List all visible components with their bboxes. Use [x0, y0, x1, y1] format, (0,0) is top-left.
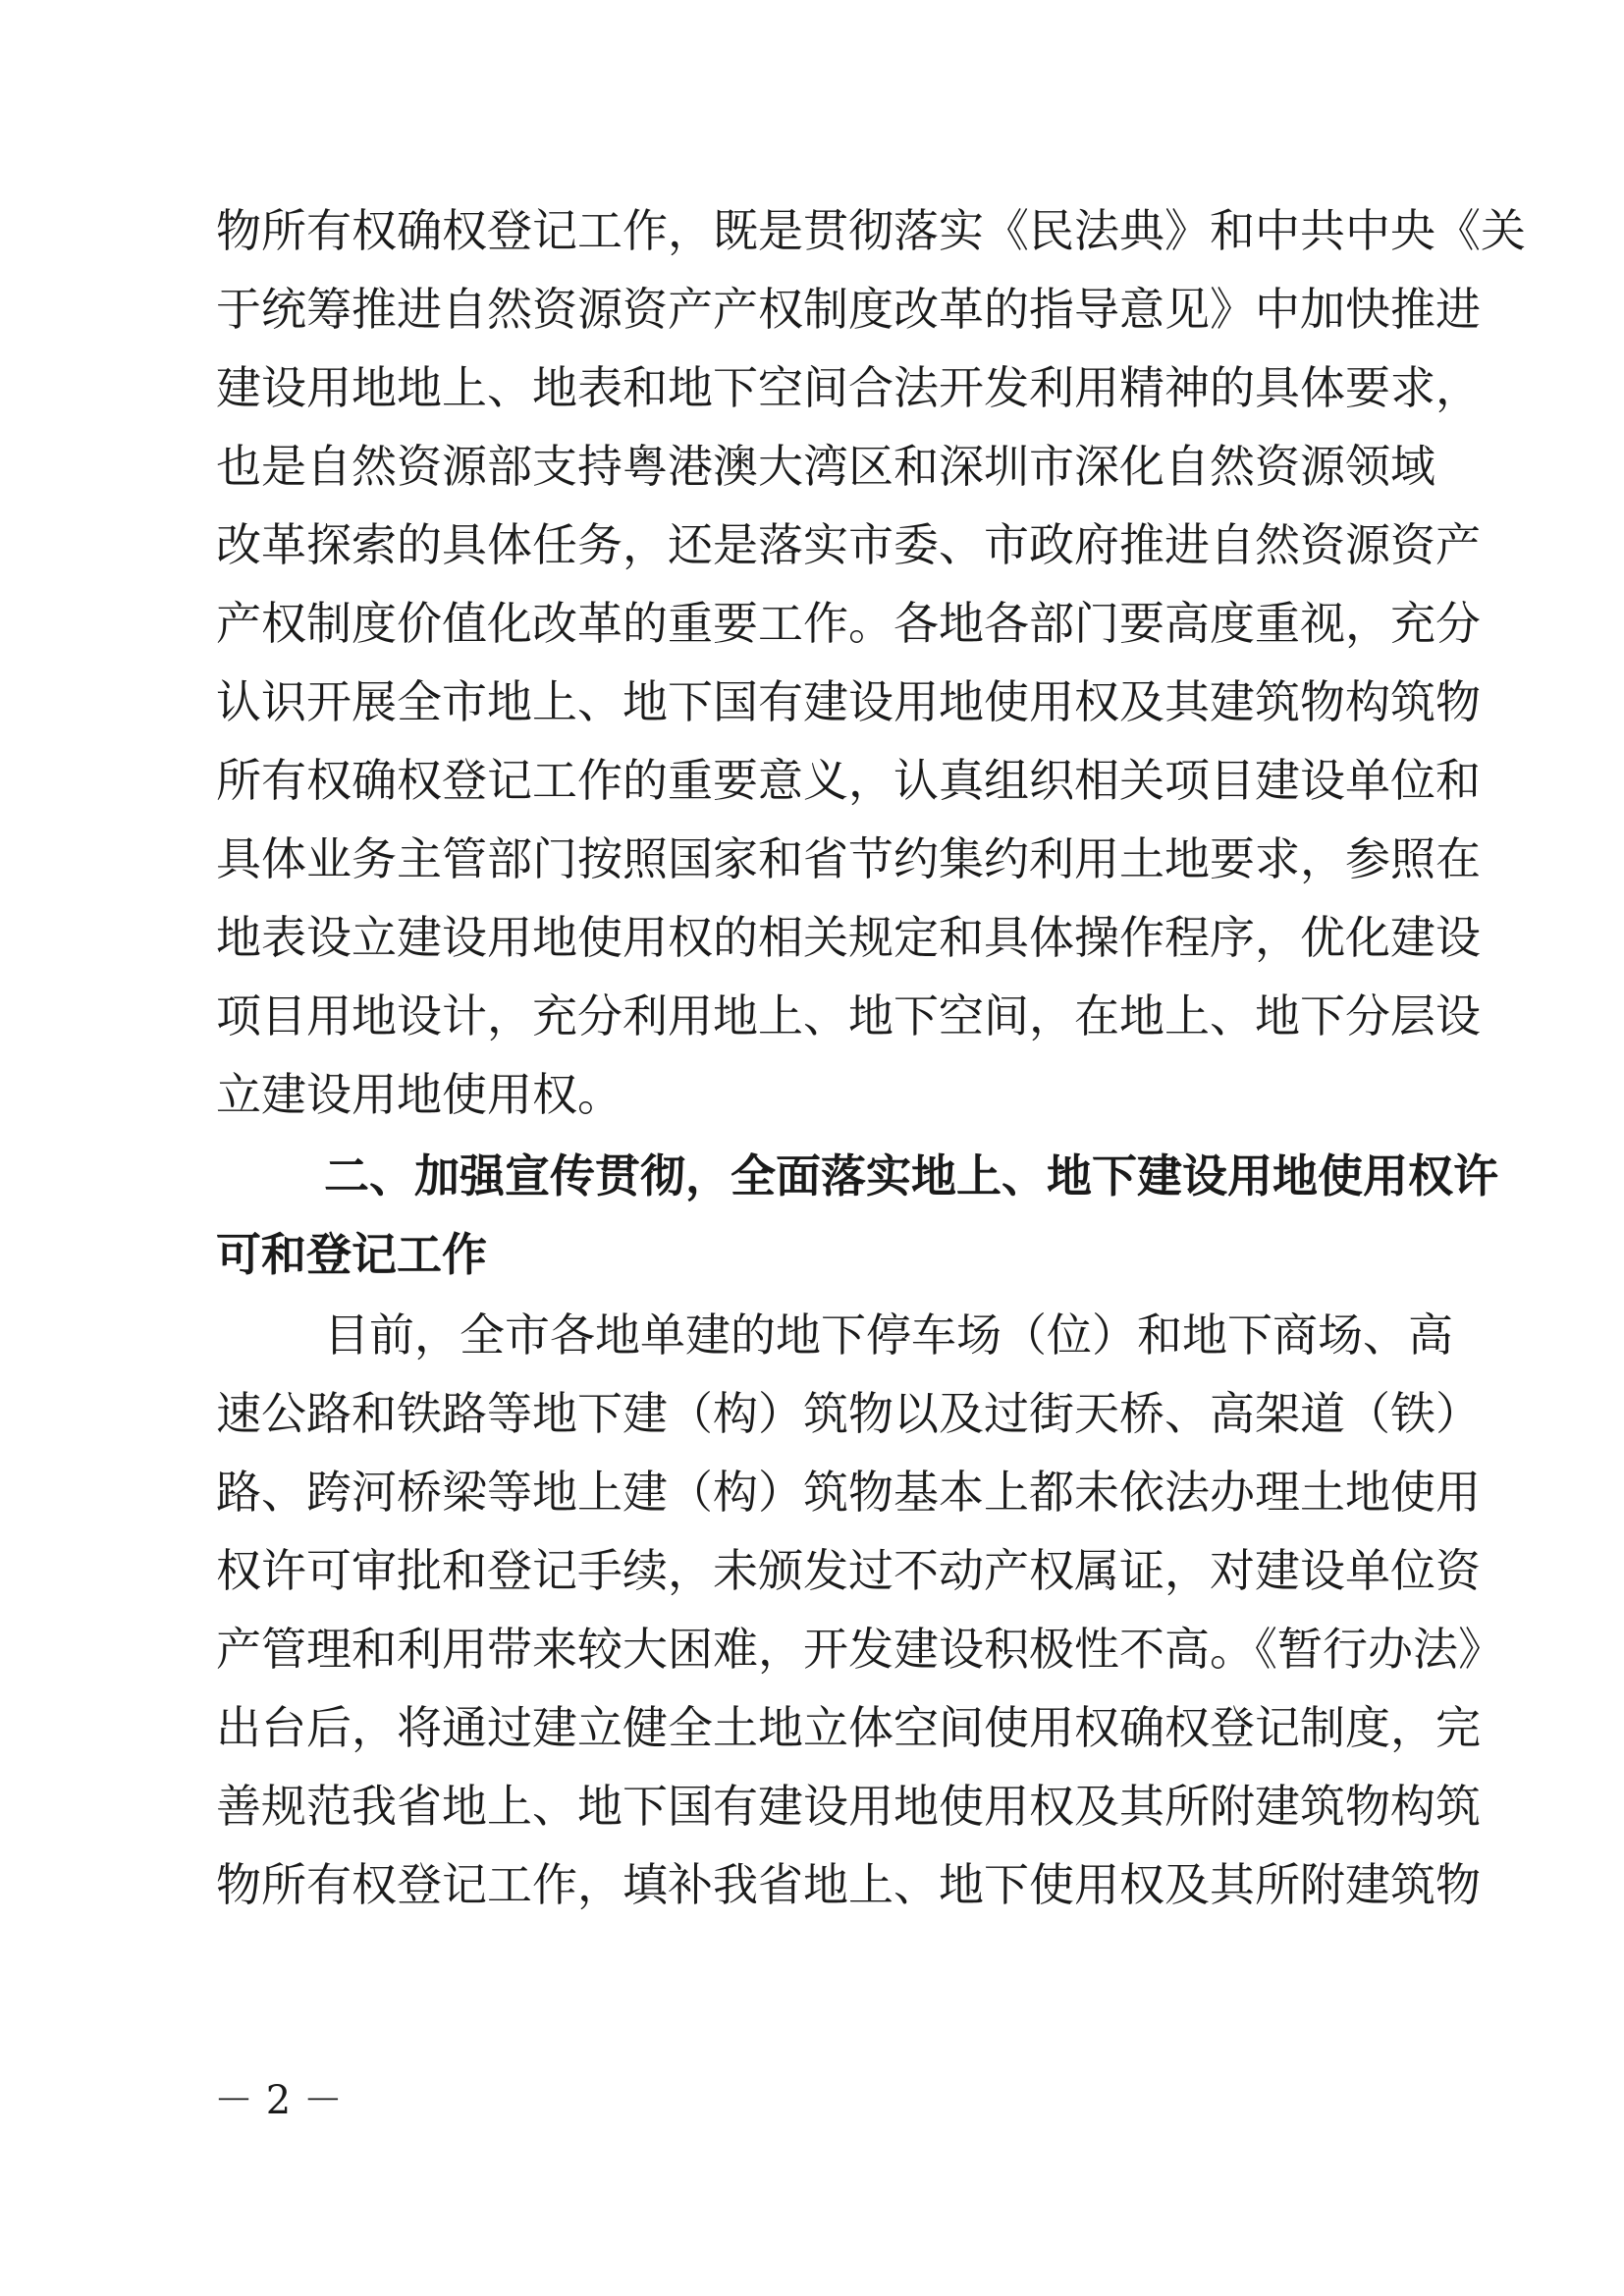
paragraph-line: 具体业务主管部门按照国家和省节约集约利用土地要求，参照在 [216, 832, 1481, 885]
paragraph-line: 也是自然资源部支持粤港澳大湾区和深圳市深化自然资源领域 [216, 440, 1435, 493]
paragraph-line: 路、跨河桥梁等地上建（构）筑物基本上都未依法办理土地使用 [216, 1466, 1481, 1519]
page-number: － 2 － [214, 2078, 343, 2123]
heading-line: 二、加强宣传贯彻，全面落实地上、地下建设用地使用权许 [324, 1149, 1498, 1202]
paragraph-line: 建设用地地上、地表和地下空间合法开发利用精神的具体要求， [216, 361, 1481, 414]
paragraph-line: 权许可审批和登记手续，未颁发过不动产权属证，对建设单位资 [216, 1544, 1481, 1597]
paragraph-line: 认识开展全市地上、地下国有建设用地使用权及其建筑物构筑物 [216, 675, 1481, 728]
heading-line: 可和登记工作 [216, 1228, 487, 1281]
paragraph-line: 物所有权登记工作，填补我省地上、地下使用权及其所附建筑物 [216, 1858, 1481, 1911]
paragraph-line: 目前，全市各地单建的地下停车场（位）和地下商场、高 [324, 1308, 1453, 1362]
paragraph-line: 于统筹推进自然资源资产产权制度改革的指导意见》中加快推进 [216, 283, 1481, 336]
paragraph-line: 产管理和利用带来较大困难，开发建设积极性不高。《暂行办法》 [216, 1623, 1503, 1676]
paragraph-line: 地表设立建设用地使用权的相关规定和具体操作程序，优化建设 [216, 911, 1481, 964]
paragraph-line: 产权制度价值化改革的重要工作。各地各部门要高度重视，充分 [216, 597, 1481, 650]
paragraph-line: 所有权确权登记工作的重要意义，认真组织相关项目建设单位和 [216, 754, 1481, 807]
paragraph-line: 物所有权确权登记工作，既是贯彻落实《民法典》和中共中央《关 [216, 204, 1526, 257]
paragraph-line: 速公路和铁路等地下建（构）筑物以及过街天桥、高架道（铁） [216, 1387, 1481, 1440]
paragraph-line: 立建设用地使用权。 [216, 1068, 623, 1121]
paragraph-line: 改革探索的具体任务，还是落实市委、市政府推进自然资源资产 [216, 518, 1481, 571]
paragraph-line: 善规范我省地上、地下国有建设用地使用权及其所附建筑物构筑 [216, 1780, 1481, 1833]
paragraph-line: 项目用地设计，充分利用地上、地下空间，在地上、地下分层设 [216, 989, 1481, 1042]
paragraph-line: 出台后，将通过建立健全土地立体空间使用权确权登记制度，完 [216, 1701, 1481, 1754]
